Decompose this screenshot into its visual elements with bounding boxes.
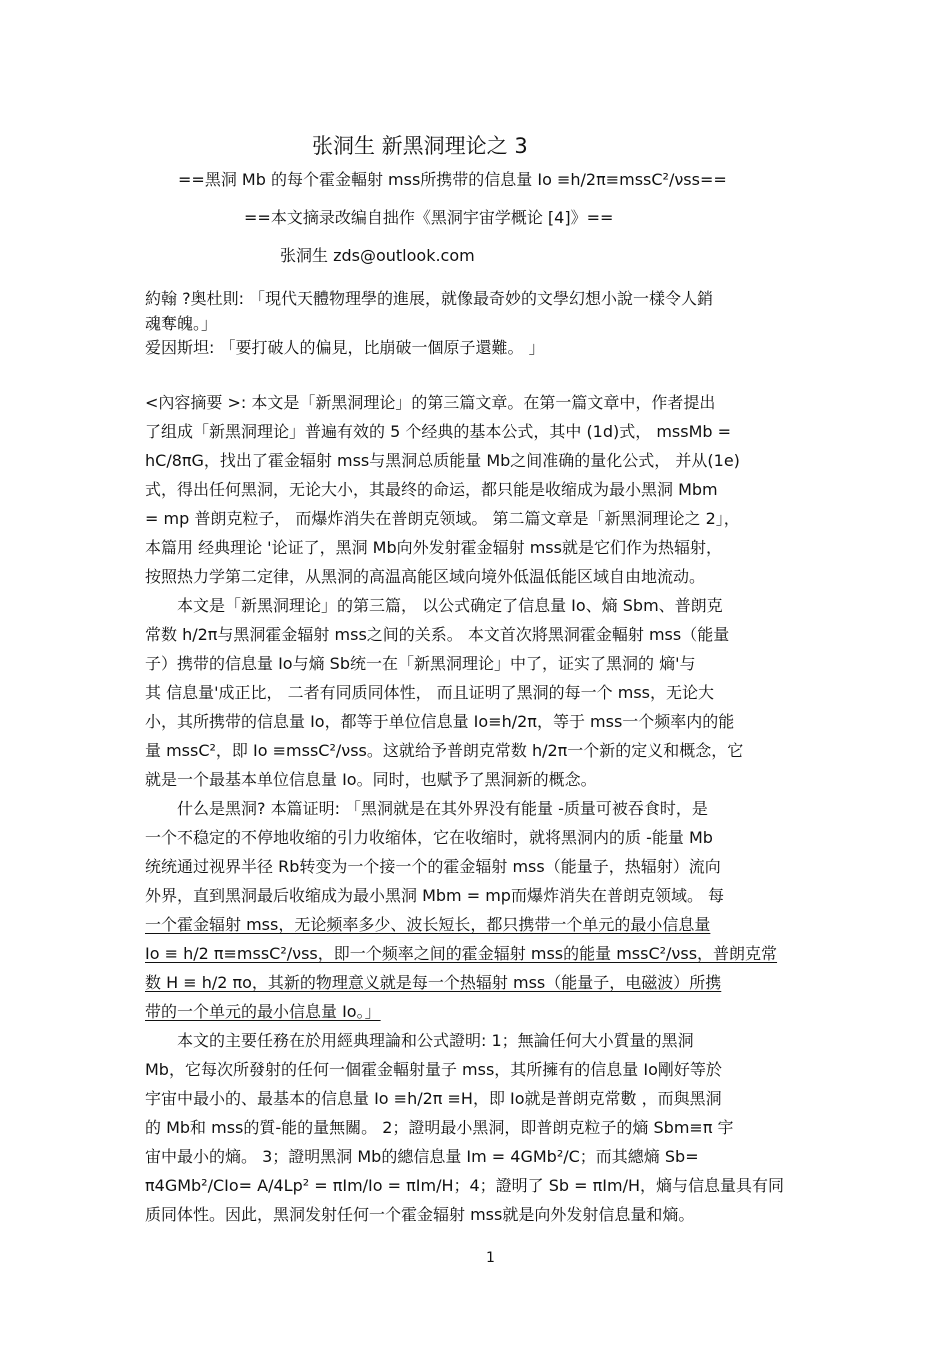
body-line: Io ≡ h/2 π≡mssC²/νss，即一个频率之间的霍金辐射 mss的能量 mssC²/νss，普朗克常 — [145, 944, 778, 963]
body-line: 宙中最小的熵。 3；證明黑洞 Mb的總信息量 Im = 4GMb²/C；而其總熵 Sb= — [145, 1147, 699, 1166]
body-line: 式，得出任何黑洞，无论大小，其最终的命运，都只能是收缩成为最小黑洞 Mbm — [145, 480, 718, 499]
body-line: π4GMb²/CIo= A/4Lp² = πIm/Io = πIm/H；4；證明了 Sb = πIm/H，熵与信息量具有同 — [145, 1176, 785, 1195]
body-line: 一个不稳定的不停地收缩的引力收缩体，它在收缩时，就将黑洞内的质 -能量 Mb — [145, 828, 713, 847]
page-number: 1 — [486, 1250, 495, 1266]
quote-line: 爱因斯坦: 「要打破人的偏見，比崩破一個原子還難。 」 — [145, 338, 545, 357]
body-line: 量 mssC²，即 Io ≡mssC²/νss。这就给予普朗克常数 h/2π一个新的定义和概念，它 — [145, 741, 744, 760]
body-line: 常数 h/2π与黑洞霍金辐射 mss之间的关系。 本文首次將黑洞霍金輻射 mss（能量 — [145, 625, 730, 644]
page-title: 张洞生 新黑洞理论之 3 — [312, 134, 528, 158]
body-line: <內容摘要 >: 本文是「新黑洞理论」的第三篇文章。在第一篇文章中，作者提出 — [145, 393, 716, 412]
subtitle-source: ==本文摘录改编自拙作《黑洞宇宙学概论 [4]》== — [244, 208, 614, 227]
author-line: 张洞生 zds@outlook.com — [280, 246, 475, 265]
body-line: 的 Mb和 mss的質-能的量無關。 2；證明最小黑洞，即普朗克粒子的熵 Sbm≡π 宇 — [145, 1118, 734, 1137]
body-line: 数 H ≡ h/2 πo，其新的物理意义就是每一个热辐射 mss（能量子，电磁波）所携 — [145, 973, 722, 992]
body-line: 带的一个单元的最小信息量 Io。」 — [145, 1002, 381, 1021]
body-line: 本篇用 经典理论 '论证了，黑洞 Mb向外发射霍金辐射 mss就是它们作为热辐射， — [145, 538, 722, 557]
body-line: 子）携带的信息量 Io与熵 Sb统一在「新黑洞理论」中了，证实了黑洞的 熵'与 — [145, 654, 696, 673]
body-line: 外界，直到黑洞最后收缩成为最小黑洞 Mbm = mp而爆炸消失在普朗克领域。 每 — [145, 886, 725, 905]
quote-line: 魂奪魄。」 — [145, 314, 218, 333]
body-line: hC/8πG，找出了霍金辐射 mss与黑洞总质能量 Mb之间准确的量化公式， 并从(1e) — [145, 451, 740, 470]
body-line: 就是一个最基本单位信息量 Io。同时，也赋予了黑洞新的概念。 — [145, 770, 597, 789]
subtitle-formula: ==黑洞 Mb 的每个霍金輻射 mss所携带的信息量 Io ≡h/2π≡mssC²/νss== — [178, 170, 727, 189]
body-line: 宇宙中最小的、最基本的信息量 Io ≡h/2π ≡H，即 Io就是普朗克常數 ，而與黑洞 — [145, 1089, 722, 1108]
body-line: 本文是「新黑洞理论」的第三篇， 以公式确定了信息量 Io、熵 Sbm、普朗克 — [177, 596, 723, 615]
body-line: 质同体性。因此，黑洞发射任何一个霍金辐射 mss就是向外发射信息量和熵。 — [145, 1205, 695, 1224]
body-line: 一个霍金辐射 mss，无论频率多少、波长短长，都只携带一个单元的最小信息量 — [145, 915, 711, 934]
body-line: 小，其所携带的信息量 Io，都等于单位信息量 Io≡h/2π，等于 mss一个频率内的能 — [145, 712, 735, 731]
quote-line: 約翰 ?奥杜則: 「現代天體物理學的進展，就像最奇妙的文學幻想小說一樣令人銷 — [145, 289, 714, 308]
body-line: = mp 普朗克粒子， 而爆炸消失在普朗克领域。 第二篇文章是「新黑洞理论之 2」， — [145, 509, 740, 528]
body-line: 本文的主要任務在於用經典理論和公式證明: 1；無論任何大小質量的黑洞 — [177, 1031, 694, 1050]
body-line: 了组成「新黑洞理论」普遍有效的 5 个经典的基本公式，其中 (1d)式， mssMb = — [145, 422, 732, 441]
body-line: 统统通过视界半径 Rb转变为一个接一个的霍金辐射 mss（能量子，热辐射）流向 — [145, 857, 721, 876]
body-line: 什么是黑洞? 本篇证明: 「黑洞就是在其外界没有能量 -质量可被吞食时，是 — [177, 799, 708, 818]
body-line: 按照热力学第二定律，从黑洞的高温高能区域向境外低温低能区域自由地流动。 — [145, 567, 706, 586]
body-line: 其 信息量'成正比， 二者有同质同体性， 而且证明了黑洞的每一个 mss，无论大 — [145, 683, 715, 702]
body-line: Mb，它每次所發射的任何一個霍金輻射量子 mss，其所擁有的信息量 Io剛好等於 — [145, 1060, 722, 1079]
